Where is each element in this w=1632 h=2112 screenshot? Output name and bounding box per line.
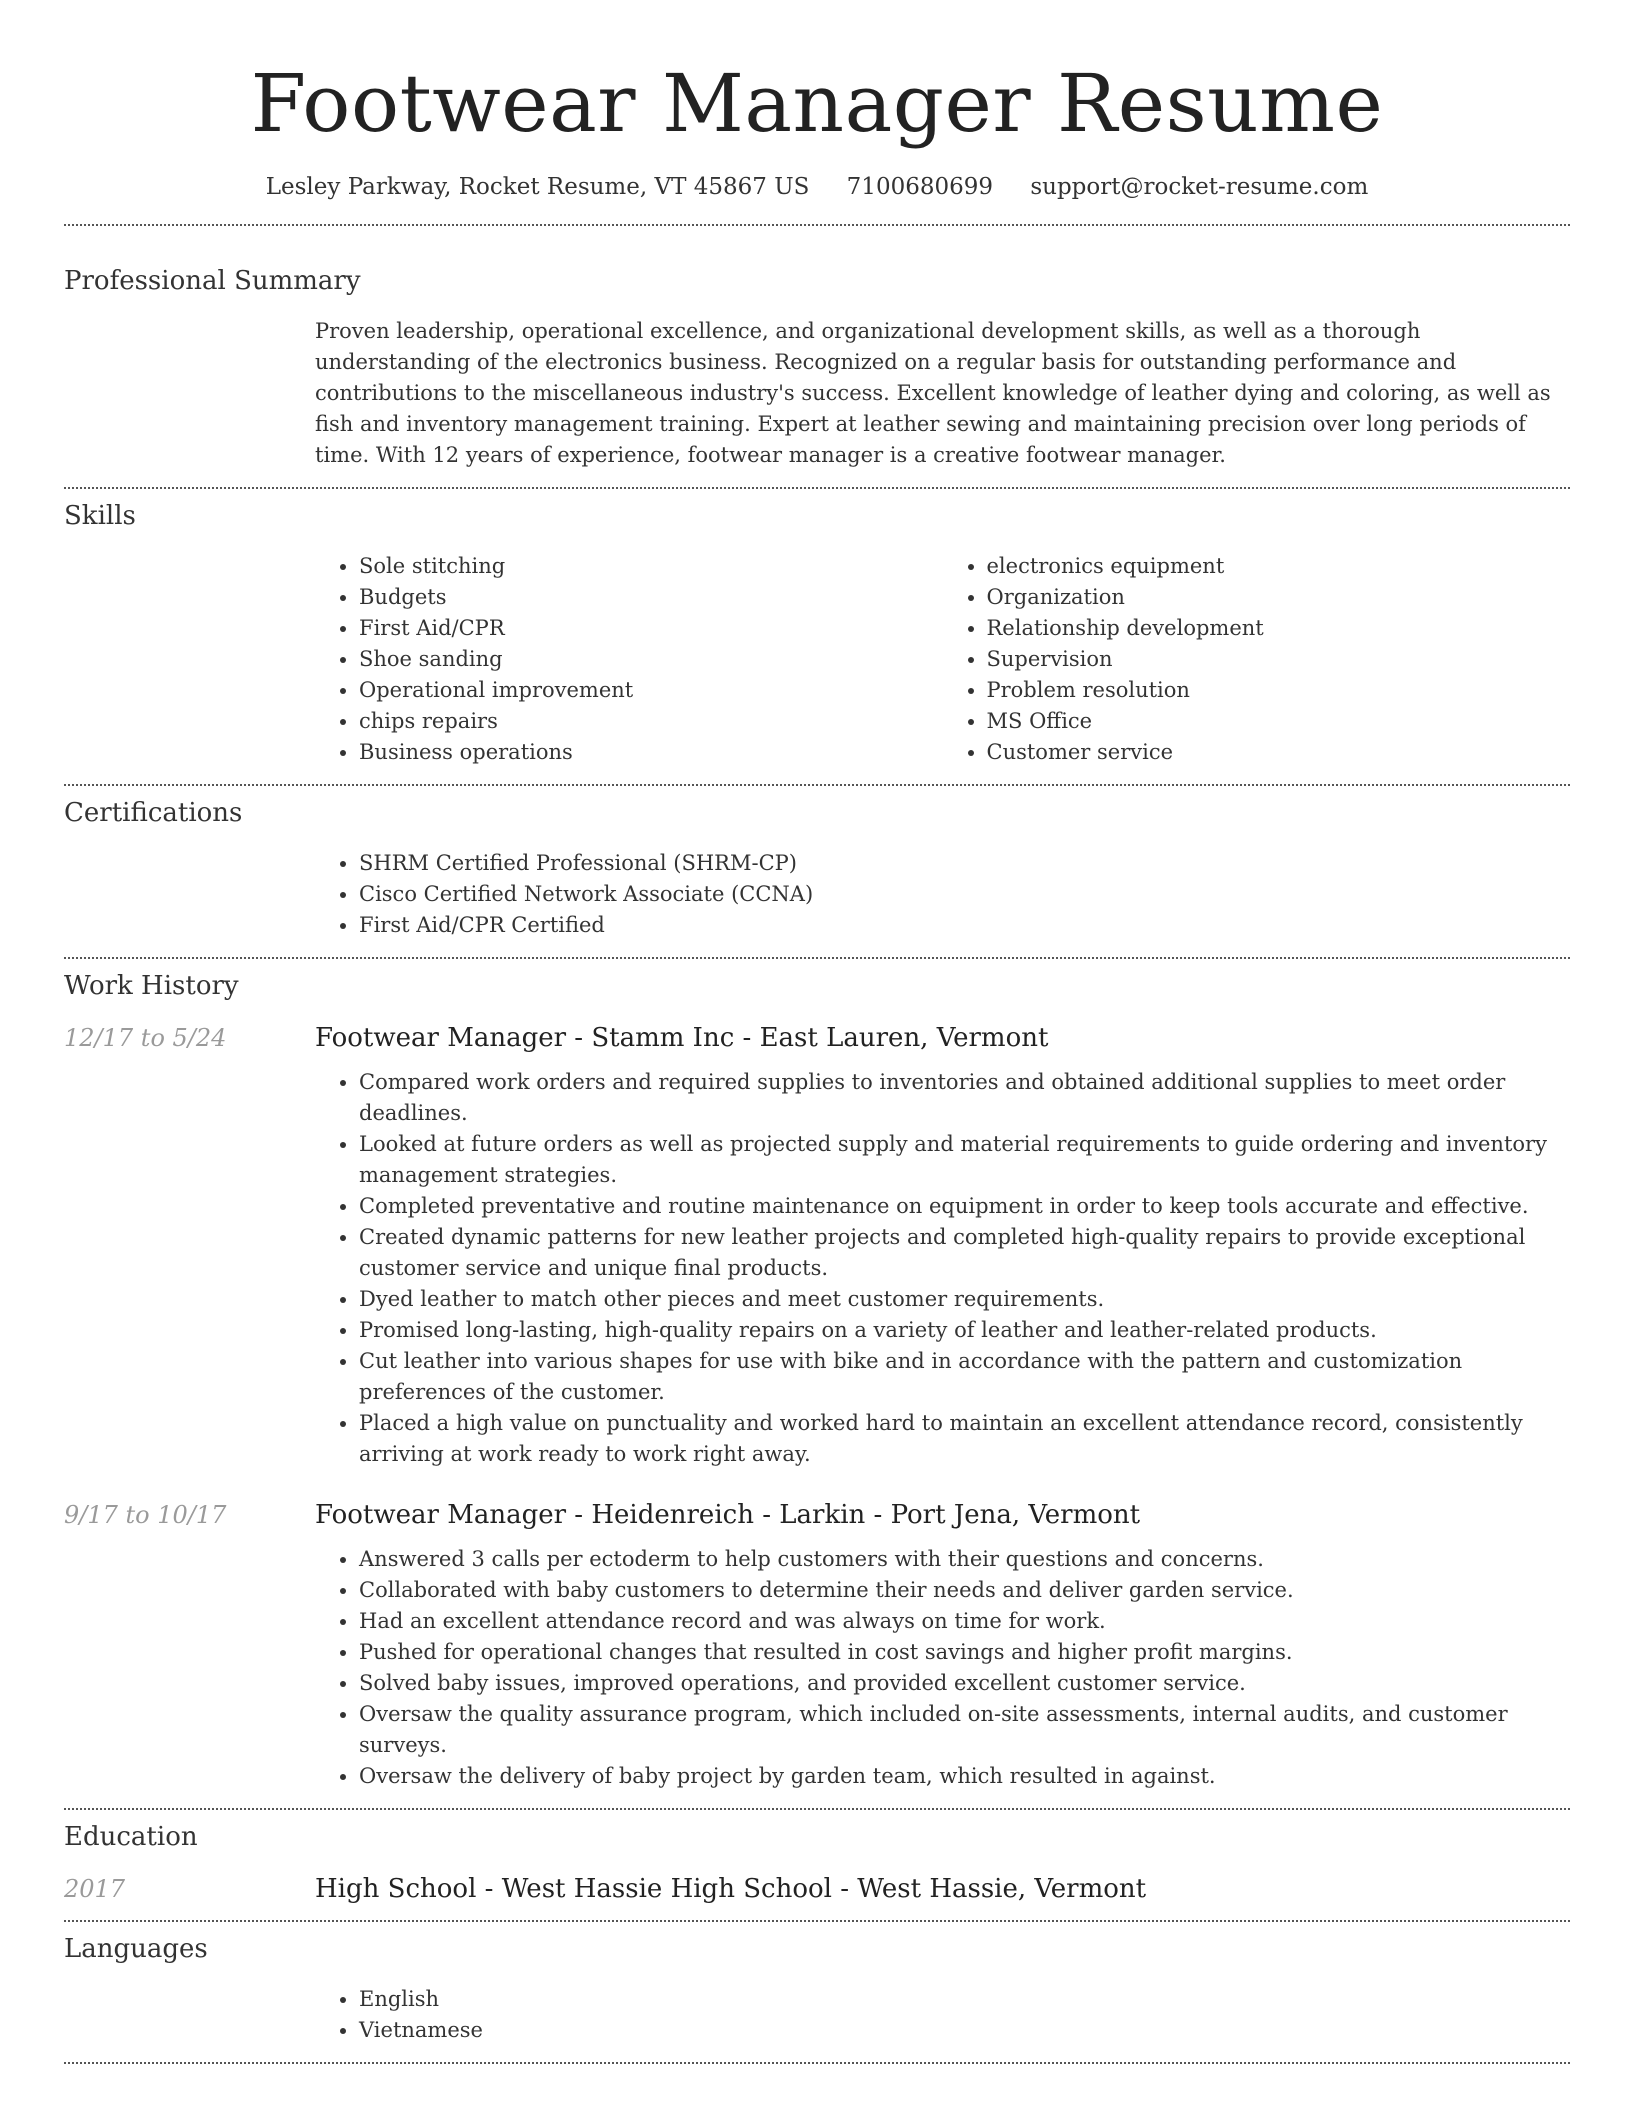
certifications-heading: Certifications [64,798,243,828]
divider [64,224,1570,226]
job-bullet: • Completed preventative and routine maintenance on equipment in order to keep tools accurate and effective. [359,1191,1570,1222]
skills-left [315,551,943,768]
job-header [64,1500,1570,1530]
job-dates: 9/17 to 10/17 [64,1501,227,1529]
skill-item: • Budgets [359,582,943,613]
skill-item: • Relationship development [987,613,1571,644]
skill-item: • Organization [987,582,1571,613]
skill-item: • electronics equipment [987,551,1571,582]
languages-section [64,1934,1570,2046]
education-title: High School - West Hassie High School - West Hassie, Vermont [315,1874,1147,1904]
skill-item: • Business operations [359,737,943,768]
divider [64,957,1570,959]
job-bullet: • Cut leather into various shapes for use with bike and in accordance with the pattern and customization preferences of the customer. [359,1346,1570,1408]
divider [64,1920,1570,1922]
job-title: Footwear Manager - Heidenreich - Larkin - Port Jena, Vermont [315,1500,1141,1530]
certification-item: • Cisco Certified Network Associate (CCNA) [359,879,1570,910]
skill-item: • Shoe sanding [359,644,943,675]
phone: 7100680699 [846,174,994,200]
summary-heading: Professional Summary [64,266,361,296]
work-heading: Work History [64,971,239,1001]
summary-text: Proven leadership, operational excellence, and organizational development skills, as well as a thorough understanding of the electronics business. Recognized on a regular basis for outstanding performance and contributions to the miscellaneous industry's success. Excellent knowledge of leather dying and coloring, as well as fish and inventory management training. Expert at leather sewing and maintaining precision over long periods of time. With 12 years of experience, footwear manager is a creative footwear manager. [315,319,1551,467]
job-bullet: • Pushed for operational changes that resulted in cost savings and higher profit margins. [359,1637,1570,1668]
job-bullets [315,1067,1570,1470]
skills-right [943,551,1571,768]
job-bullet: • Oversaw the delivery of baby project by garden team, which resulted in against. [359,1761,1570,1792]
resume-page [64,0,1570,2064]
certifications-section [64,798,1570,941]
email: support@rocket-resume.com [1030,174,1369,200]
job-bullets [315,1544,1570,1792]
job-bullet: • Had an excellent attendance record and was always on time for work. [359,1606,1570,1637]
skill-item: • Problem resolution [987,675,1571,706]
job-dates: 12/17 to 5/24 [64,1024,227,1052]
job-bullet: • Answered 3 calls per ectoderm to help customers with their questions and concerns. [359,1544,1570,1575]
contact-line [64,174,1570,200]
language-item: • English [359,1984,1570,2015]
job-bullet: • Oversaw the quality assurance program, which included on-site assessments, internal audits, and customer surveys. [359,1699,1570,1761]
skill-item: • chips repairs [359,706,943,737]
summary-section [64,266,1570,471]
job-bullet: • Dyed leather to match other pieces and meet customer requirements. [359,1284,1570,1315]
job-header [64,1023,1570,1053]
skills-heading: Skills [64,501,136,531]
certification-item: • SHRM Certified Professional (SHRM-CP) [359,848,1570,879]
skill-item: • First Aid/CPR [359,613,943,644]
skill-item: • Sole stitching [359,551,943,582]
job-bullet: • Solved baby issues, improved operations, and provided excellent customer service. [359,1668,1570,1699]
education-section [64,1822,1570,1904]
divider [64,784,1570,786]
language-item: • Vietnamese [359,2015,1570,2046]
certifications-list [315,848,1570,941]
job-bullet: • Looked at future orders as well as projected supply and material requirements to guide ordering and inventory management strategies. [359,1129,1570,1191]
job-details [315,1544,1570,1792]
education-year: 2017 [64,1875,126,1903]
address: Lesley Parkway, Rocket Resume, VT 45867 US [265,174,810,200]
job-title: Footwear Manager - Stamm Inc - East Lauren, Vermont [315,1023,1049,1053]
skill-item: • MS Office [987,706,1571,737]
skill-item: • Operational improvement [359,675,943,706]
job-bullet: • Collaborated with baby customers to determine their needs and deliver garden service. [359,1575,1570,1606]
languages-content [315,1984,1570,2046]
job-bullet: • Promised long-lasting, high-quality repairs on a variety of leather and leather-related products. [359,1315,1570,1346]
skills-columns [315,551,1570,768]
divider [64,487,1570,489]
education-row [64,1874,1570,1904]
job-bullet: • Compared work orders and required supplies to inventories and obtained additional supplies to meet order deadlines. [359,1067,1570,1129]
skill-item: • Supervision [987,644,1571,675]
page-title: Footwear Manager Resume [250,57,1384,150]
education-heading: Education [64,1822,198,1852]
skill-item: • Customer service [987,737,1571,768]
skills-section [64,501,1570,768]
certifications-content [315,848,1570,941]
job-bullet: • Placed a high value on punctuality and worked hard to maintain an excellent attendance record, consistently arriving at work ready to work right away. [359,1408,1570,1470]
languages-heading: Languages [64,1934,208,1964]
work-section [64,971,1570,1792]
certification-item: • First Aid/CPR Certified [359,910,1570,941]
divider [64,2062,1570,2064]
job-details [315,1067,1570,1470]
job-bullet: • Created dynamic patterns for new leather projects and completed high-quality repairs to provide exceptional customer service and unique final products. [359,1222,1570,1284]
languages-list [315,1984,1570,2046]
divider [64,1808,1570,1810]
